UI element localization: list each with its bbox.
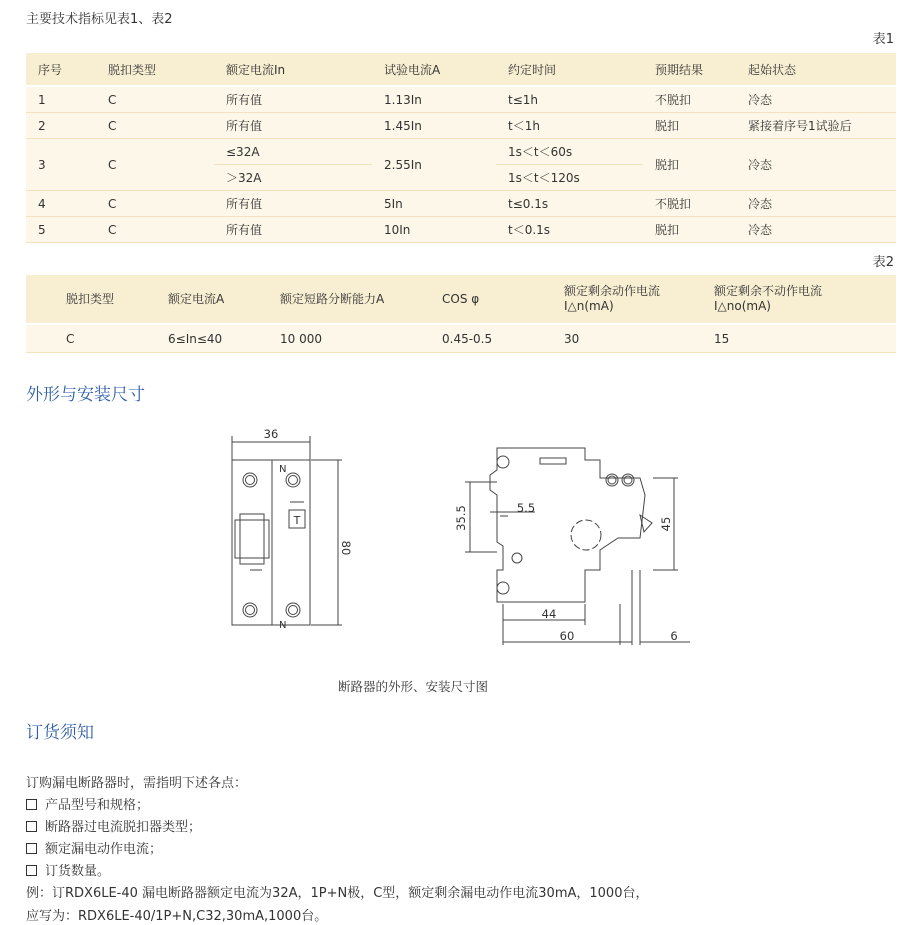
cell-type: C	[96, 191, 214, 217]
header-cell: 额定电流In	[214, 53, 372, 86]
ordering-item	[26, 838, 162, 857]
cell-type: C	[96, 113, 214, 139]
cell-result: 脱扣	[643, 113, 736, 139]
dim-side-35-5: 35.5	[454, 505, 468, 531]
header-sub: I△n(mA)	[564, 299, 614, 313]
dim-side-5-5: 5.5	[516, 501, 536, 515]
header-cell: 试验电流A	[372, 53, 496, 86]
section-title-ordering: 订货须知	[26, 723, 94, 743]
cell-time: t＜1h	[496, 113, 643, 139]
header-main: 额定剩余不动作电流	[714, 284, 823, 298]
ordering-item-text: 产品型号和规格；	[45, 798, 150, 813]
dim-side-60: 60	[559, 629, 575, 643]
checkbox-icon	[26, 799, 37, 810]
table2-label: 表2	[872, 255, 894, 270]
ordering-item	[26, 794, 149, 813]
cell-time: t≤0.1s	[496, 191, 643, 217]
header-cell: 额定短路分断能力A	[268, 275, 430, 324]
cell-residual: 30	[552, 324, 702, 353]
ordering-written: 应写为：RDX6LE-40/1P+N,C32,30mA,1000台。	[26, 909, 328, 924]
ordering-item	[26, 860, 110, 879]
cell-result: 脱扣	[643, 217, 736, 243]
header-cell: 脱扣类型	[26, 275, 156, 324]
cell-test: 5In	[372, 191, 496, 217]
table-row	[26, 139, 896, 165]
cell-current: ≤32A	[214, 139, 372, 165]
table-header-row	[26, 275, 896, 324]
header-cell: 预期结果	[643, 53, 736, 86]
spec-table-1	[26, 53, 896, 243]
ordering-example: 例：订RDX6LE-40 漏电断路器额定电流为32A，1P+N极，C型，额定剩余漏电动作电流30mA，1000台，	[26, 886, 649, 901]
cell-current: ＞32A	[214, 165, 372, 191]
checkbox-icon	[26, 821, 37, 832]
cell-result: 不脱扣	[643, 86, 736, 113]
ordering-item-text: 断路器过电流脱扣器类型；	[45, 820, 202, 835]
cell-current: 所有值	[214, 191, 372, 217]
dim-side-45: 45	[659, 516, 673, 532]
table-row	[26, 324, 896, 353]
intro-text: 主要技术指标见表1、表2	[26, 12, 173, 27]
dim-side-44: 44	[541, 607, 557, 621]
cell-current: 6≤In≤40	[156, 324, 268, 353]
cell-type: C	[26, 324, 156, 353]
header-cell	[552, 275, 702, 324]
header-cell: COS φ	[430, 275, 552, 324]
cell-time: t≤1h	[496, 86, 643, 113]
table-row	[26, 86, 896, 113]
cell-test: 1.13In	[372, 86, 496, 113]
checkbox-icon	[26, 843, 37, 854]
spec-table-2	[26, 275, 896, 353]
cell-state: 冷态	[736, 139, 896, 191]
cell-type: C	[96, 139, 214, 191]
header-sub: I△no(mA)	[714, 299, 771, 313]
table-row	[26, 113, 896, 139]
header-cell: 脱扣类型	[96, 53, 214, 86]
cell-result: 脱扣	[643, 139, 736, 191]
cell-state: 紧接着序号1试验后	[736, 113, 896, 139]
cell-no: 3	[26, 139, 96, 191]
cell-nonoperate: 15	[702, 324, 896, 353]
ordering-item	[26, 816, 201, 835]
table1-label: 表1	[872, 32, 894, 47]
cell-test: 1.45In	[372, 113, 496, 139]
cell-test: 2.55In	[372, 139, 496, 191]
header-cell	[702, 275, 896, 324]
header-cell: 起始状态	[736, 53, 896, 86]
front-view-drawing	[232, 436, 342, 625]
section-title-dimensions: 外形与安装尺寸	[26, 385, 145, 405]
dimension-drawing	[0, 420, 920, 660]
table-header-row	[26, 53, 896, 86]
ordering-item-text: 订货数量。	[45, 864, 111, 879]
terminal-label-bottom: N	[279, 620, 287, 631]
header-cell: 序号	[26, 53, 96, 86]
ordering-item-text: 额定漏电动作电流；	[45, 842, 163, 857]
cell-current: 所有值	[214, 86, 372, 113]
cell-state: 冷态	[736, 86, 896, 113]
cell-cos: 0.45-0.5	[430, 324, 552, 353]
dim-front-width: 36	[263, 427, 279, 441]
cell-state: 冷态	[736, 191, 896, 217]
cell-time: t＜0.1s	[496, 217, 643, 243]
ordering-lead: 订购漏电断路器时，需指明下述各点：	[26, 776, 248, 791]
header-main: 额定剩余动作电流	[564, 284, 661, 298]
header-cell: 额定电流A	[156, 275, 268, 324]
cell-no: 5	[26, 217, 96, 243]
cell-no: 1	[26, 86, 96, 113]
terminal-label-top: N	[279, 464, 287, 475]
cell-time: 1s＜t＜60s	[496, 139, 643, 165]
table-row	[26, 217, 896, 243]
dim-front-height: 80	[339, 540, 353, 556]
dim-side-6: 6	[670, 629, 678, 643]
cell-current: 所有值	[214, 217, 372, 243]
side-view-drawing	[465, 448, 690, 645]
cell-no: 4	[26, 191, 96, 217]
header-cell: 约定时间	[496, 53, 643, 86]
checkbox-icon	[26, 865, 37, 876]
cell-state: 冷态	[736, 217, 896, 243]
cell-type: C	[96, 217, 214, 243]
cell-no: 2	[26, 113, 96, 139]
figure-caption: 断路器的外形、安装尺寸图	[338, 679, 489, 694]
cell-time: 1s＜t＜120s	[496, 165, 643, 191]
test-button-label: T	[293, 514, 301, 527]
cell-breaking: 10 000	[268, 324, 430, 353]
cell-result: 不脱扣	[643, 191, 736, 217]
table-row	[26, 191, 896, 217]
cell-current: 所有值	[214, 113, 372, 139]
cell-type: C	[96, 86, 214, 113]
cell-test: 10In	[372, 217, 496, 243]
